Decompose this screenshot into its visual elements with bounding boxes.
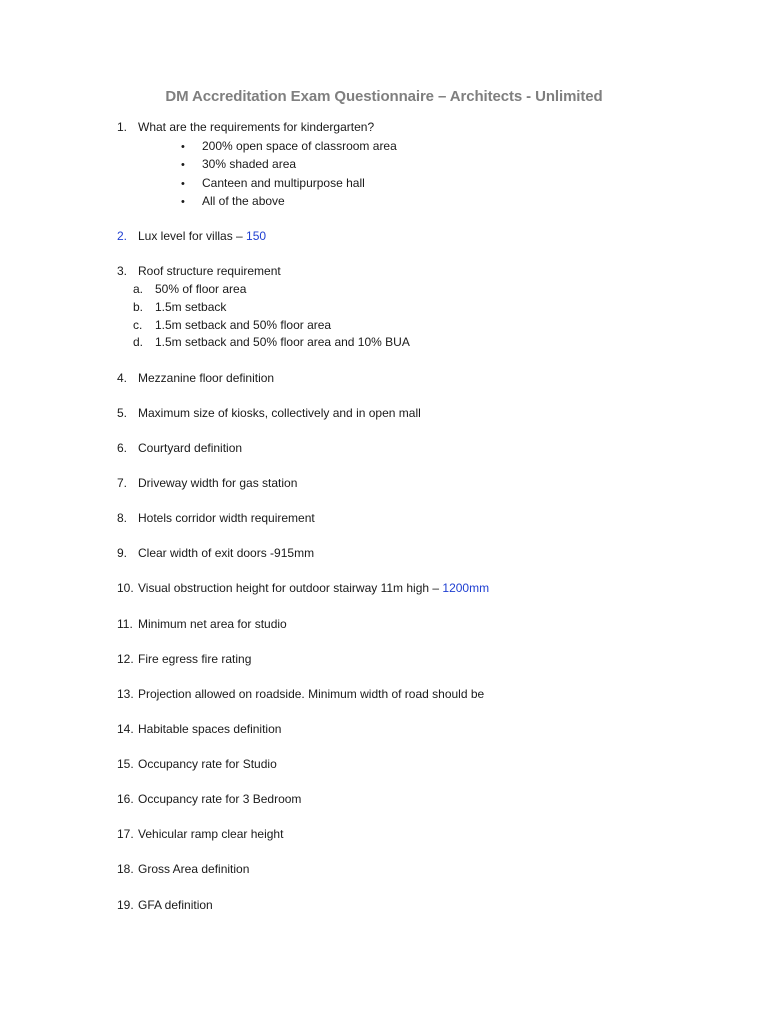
question-4 (117, 370, 274, 386)
option-text: Canteen and multipurpose hall (202, 176, 365, 190)
question-text: Occupancy rate for Studio (138, 757, 277, 771)
question-number: 9. (117, 546, 128, 560)
question-number: 19. (117, 898, 134, 912)
question-number: 8. (117, 511, 128, 525)
question-text: Mezzanine floor definition (138, 371, 275, 385)
option-letter: b. (133, 300, 144, 314)
option-letter: c. (133, 318, 143, 332)
question-text: Gross Area definition (138, 862, 250, 876)
question-6 (117, 440, 242, 456)
question-11 (117, 616, 287, 632)
question-3 (117, 263, 281, 279)
question-number: 7. (117, 476, 128, 490)
question-17 (117, 826, 283, 842)
question-12 (117, 651, 251, 667)
question-9 (117, 545, 314, 561)
bullet-icon: • (181, 196, 185, 208)
question-text: GFA definition (138, 898, 213, 912)
question-number: 14. (117, 722, 134, 736)
bullet-icon: • (181, 141, 185, 153)
answer-text: 150 (246, 229, 267, 243)
option-text: 1.5m setback and 50% floor area and 10% BUA (155, 335, 410, 349)
question-number: 3. (117, 264, 128, 278)
bullet-icon: • (181, 178, 185, 190)
page-title: DM Accreditation Exam Questionnaire – Architects - Unlimited (165, 88, 603, 105)
question-text: Driveway width for gas station (138, 476, 298, 490)
question-number: 11. (117, 617, 133, 631)
option-text: 200% open space of classroom area (202, 139, 397, 153)
option-item (133, 299, 226, 315)
question-10 (117, 580, 489, 596)
bullet-icon: • (181, 159, 185, 171)
question-text: Fire egress fire rating (138, 652, 252, 666)
question-text: Habitable spaces definition (138, 722, 282, 736)
question-number: 5. (117, 406, 128, 420)
question-number: 12. (117, 652, 134, 666)
option-text: 50% of floor area (155, 282, 247, 296)
bullet-item (181, 156, 296, 173)
question-16 (117, 791, 301, 807)
question-text: Maximum size of kiosks, collectively and in open mall (138, 406, 421, 420)
question-2 (117, 228, 266, 244)
option-letter: d. (133, 335, 144, 349)
question-text: Hotels corridor width requirement (138, 511, 315, 525)
option-text: All of the above (202, 194, 285, 208)
question-text: Projection allowed on roadside. Minimum width of road should be (138, 687, 485, 701)
option-item (133, 317, 331, 333)
question-text: Clear width of exit doors -915mm (138, 546, 315, 560)
bullet-item (181, 193, 285, 210)
bullet-item (181, 175, 365, 192)
question-number: 4. (117, 371, 128, 385)
bullet-item (181, 138, 397, 155)
option-item (133, 281, 246, 297)
question-5 (117, 405, 421, 421)
question-number: 10. (117, 581, 134, 595)
question-7 (117, 475, 297, 491)
question-15 (117, 756, 277, 772)
question-13 (117, 686, 484, 702)
question-1 (117, 119, 374, 135)
question-18 (117, 861, 249, 877)
question-number: 17. (117, 827, 134, 841)
option-text: 1.5m setback (155, 300, 227, 314)
question-text: Courtyard definition (138, 441, 243, 455)
question-number: 13. (117, 687, 134, 701)
question-number: 15. (117, 757, 134, 771)
question-text: Visual obstruction height for outdoor stairway 11m high – (138, 581, 443, 595)
question-text: Roof structure requirement (138, 264, 281, 278)
question-text: Lux level for villas – (138, 229, 247, 243)
question-number: 16. (117, 792, 134, 806)
question-text: Minimum net area for studio (138, 617, 287, 631)
question-8 (117, 510, 315, 526)
question-number: 1. (117, 120, 128, 134)
option-letter: a. (133, 282, 144, 296)
option-text: 30% shaded area (202, 157, 297, 171)
question-number: 2. (117, 229, 128, 243)
option-text: 1.5m setback and 50% floor area (155, 318, 332, 332)
option-item (133, 334, 410, 350)
question-text: Occupancy rate for 3 Bedroom (138, 792, 302, 806)
question-number: 18. (117, 862, 134, 876)
answer-text: 1200mm (442, 581, 490, 595)
question-text: What are the requirements for kindergarten? (138, 120, 375, 134)
question-14 (117, 721, 281, 737)
question-19 (117, 897, 213, 913)
question-text: Vehicular ramp clear height (138, 827, 284, 841)
question-number: 6. (117, 441, 128, 455)
